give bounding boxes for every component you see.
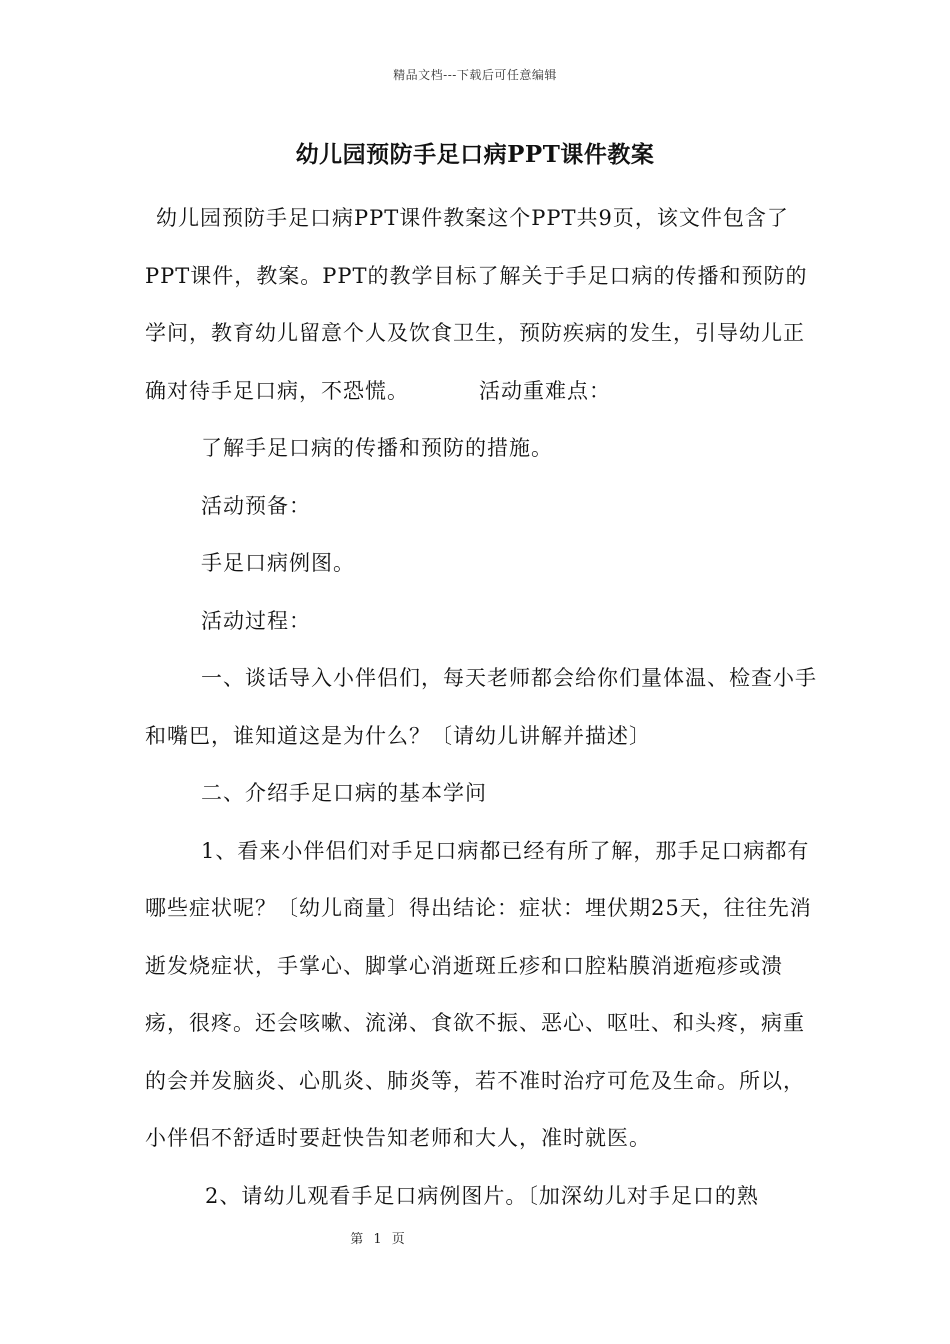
key-points-paragraph: 了解手足口病的传播和预防的措施。: [201, 436, 553, 460]
preparation-heading: 活动预备：: [201, 493, 311, 518]
process-heading: 活动过程：: [201, 608, 311, 633]
page-number: 1: [373, 1232, 382, 1247]
document-body: [145, 190, 825, 1225]
footer-prefix: 第: [350, 1232, 364, 1247]
pictures-paragraph: 2、请幼儿观看手足口病例图片。〔加深幼儿对手足口的熟: [205, 1183, 759, 1208]
step-one-paragraph: 一、谈话导入小伴侣们，每天老师都会给你们量体温、检查小手和嘴巴，谁知道这是为什么？〔请幼儿讲解并描述〕: [145, 666, 817, 748]
symptoms-paragraph: 1、看来小伴侣们对手足口病都已经有所了解，那手足口病都有哪些症状呢？〔幼儿商量〕得出结论：症状：埋伏期25天，往往先消逝发烧症状，手掌心、脚掌心消逝斑丘疹和口腔粘膜消逝疱疹或溃疡，很疼。还会咳嗽、流涕、食欲不振、恶心、呕吐、和头疼，病重的会并发脑炎、心肌炎、肺炎等，若不准时治疗可危及生命。所以，小伴侣不舒适时要赶快告知老师和大人，准时就医。: [145, 838, 812, 1150]
page-header: 精品文档---下载后可任意编辑: [393, 68, 557, 82]
intro-paragraph: [145, 190, 825, 420]
footer-suffix: 页: [391, 1232, 405, 1247]
page-footer: [0, 1228, 755, 1247]
document-title: 幼儿园预防手足口病PPT课件教案: [295, 141, 655, 168]
intro-text: 幼儿园预防手足口病PPT课件教案这个PPT共9页，该文件包含了PPT课件，教案。PPT的教学目标了解关于手足口病的传播和预防的学问，教育幼儿留意个人及饮食卫生，预防疾病的发生，引导幼儿正确对待手足口病，不恐慌。: [145, 206, 808, 403]
step-two-heading: 二、介绍手足口病的基本学问: [201, 781, 487, 805]
preparation-paragraph: 手足口病例图。: [201, 551, 355, 575]
key-points-heading: 活动重难点：: [479, 378, 611, 403]
